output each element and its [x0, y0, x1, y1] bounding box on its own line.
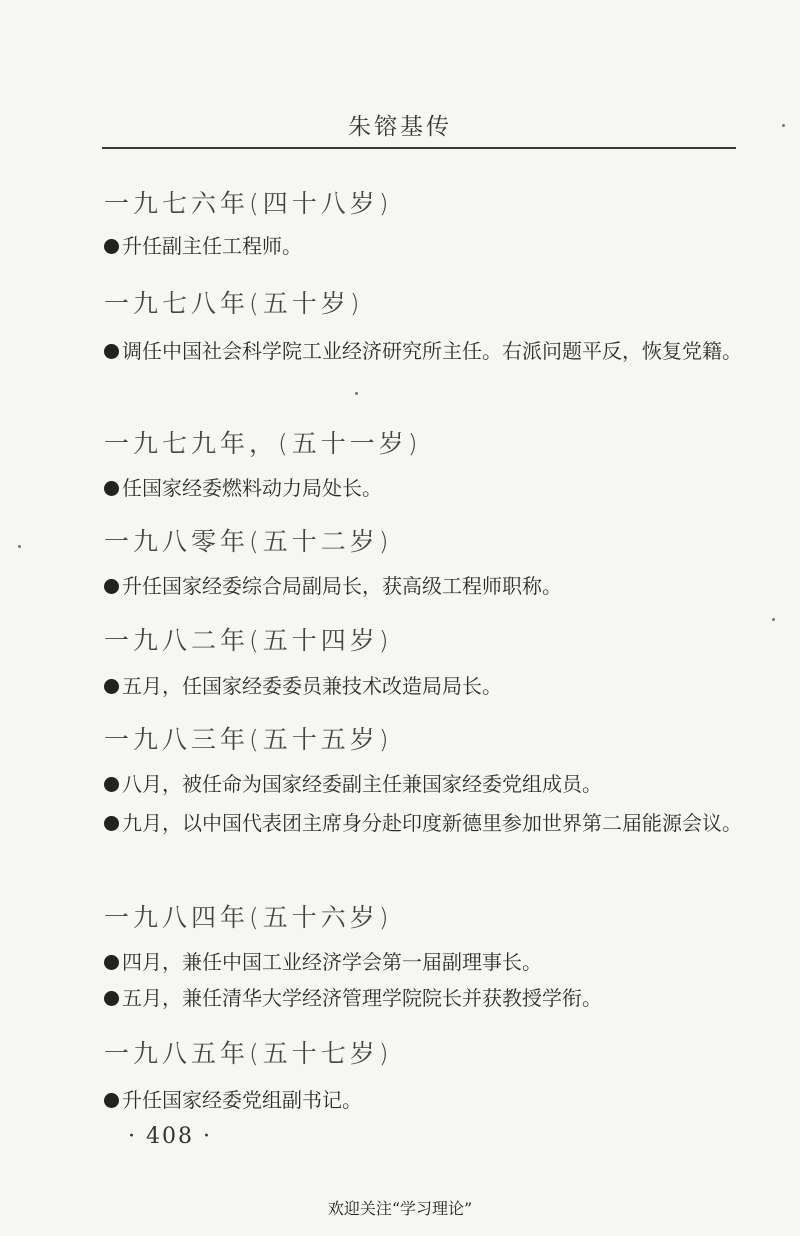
bullet-icon — [104, 955, 119, 970]
year-heading: 一九八二年(五十四岁) — [104, 626, 393, 655]
entry-text: 任国家经委燃料动力局处长。 — [122, 476, 382, 500]
scan-speck — [18, 545, 21, 548]
entry-text: 八月，被任命为国家经委副主任兼国家经委党组成员。 — [122, 772, 602, 796]
footer-watermark-text: 欢迎关注“学习理论” — [327, 1199, 473, 1218]
entry-text: 五月，任国家经委委员兼技术改造局局长。 — [122, 674, 502, 698]
year-heading: 一九七九年，(五十一岁) — [104, 429, 422, 458]
scan-speck — [355, 392, 358, 395]
page-number: · 408 · — [128, 1124, 212, 1149]
bullet-icon — [104, 481, 119, 496]
bullet-icon — [104, 991, 119, 1006]
entry-text: 升任国家经委综合局副局长，获高级工程师职称。 — [122, 574, 562, 598]
year-heading: 一九七六年(四十八岁) — [104, 189, 393, 218]
scan-speck — [782, 124, 785, 127]
timeline-entry — [104, 470, 744, 506]
running-head-title: 朱镕基传 — [348, 114, 452, 140]
entry-text: 五月，兼任清华大学经济管理学院院长并获教授学衔。 — [122, 986, 602, 1010]
year-heading: 一九八零年(五十二岁) — [104, 527, 393, 556]
bullet-icon — [104, 1093, 119, 1108]
timeline-entry — [104, 568, 744, 604]
timeline-entry — [104, 805, 744, 841]
timeline-entry — [104, 1082, 744, 1118]
timeline-entry — [104, 333, 744, 369]
bullet-icon — [104, 816, 119, 831]
bullet-icon — [104, 344, 119, 359]
entry-text: 四月，兼任中国工业经济学会第一届副理事长。 — [122, 950, 542, 974]
year-heading: 一九八三年(五十五岁) — [104, 725, 393, 754]
year-heading: 一九八五年(五十七岁) — [104, 1039, 393, 1068]
year-heading: 一九七八年(五十岁) — [104, 289, 364, 318]
timeline-entry — [104, 944, 744, 980]
entry-text: 九月，以中国代表团主席身分赴印度新德里参加世界第二届能源会议。 — [122, 811, 742, 835]
scan-speck — [772, 618, 775, 621]
entry-text: 升任国家经委党组副书记。 — [122, 1088, 362, 1112]
timeline-entry — [104, 980, 744, 1016]
bullet-icon — [104, 679, 119, 694]
timeline-entry — [104, 228, 744, 264]
header-rule — [102, 147, 736, 149]
entry-text: 调任中国社会科学院工业经济研究所主任。右派问题平反，恢复党籍。 — [122, 339, 742, 363]
bullet-icon — [104, 579, 119, 594]
bullet-icon — [104, 777, 119, 792]
entry-text: 升任副主任工程师。 — [122, 234, 302, 258]
timeline-entry — [104, 668, 744, 704]
bullet-icon — [104, 239, 119, 254]
timeline-entry — [104, 766, 744, 802]
year-heading: 一九八四年(五十六岁) — [104, 903, 393, 932]
